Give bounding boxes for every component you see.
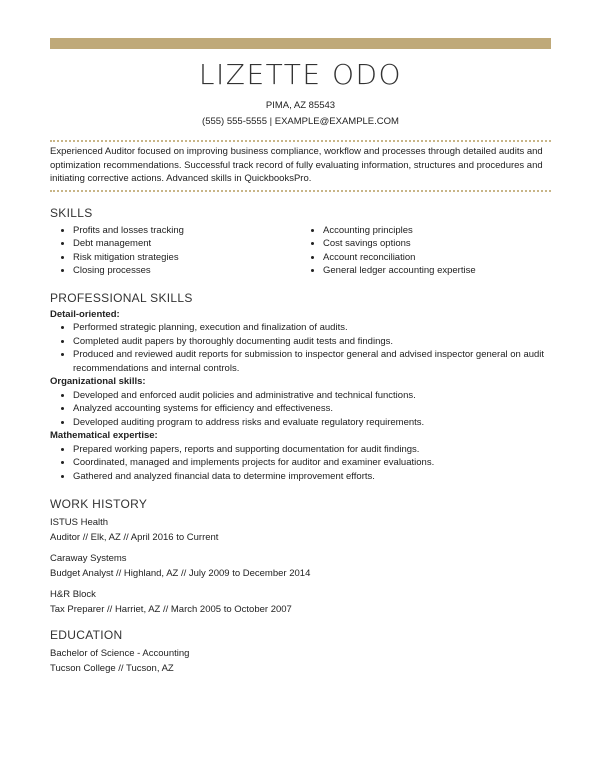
list-item: • Completed audit papers by thoroughly documenting audit tests and findings. — [73, 335, 551, 349]
work-history-title: WORK HISTORY — [50, 497, 148, 511]
list-item: • Developed and enforced audit policies and administrative and technical functions. — [73, 389, 551, 403]
skill-item: • Closing processes — [73, 264, 300, 278]
divider — [50, 140, 551, 142]
skill-item: • Cost savings options — [323, 237, 550, 251]
list-item: • Performed strategic planning, execution and finalization of audits. — [73, 321, 551, 335]
professional-skills-title: PROFESSIONAL SKILLS — [50, 290, 193, 305]
company-name: H&R Block — [50, 589, 96, 600]
skill-item: • General ledger accounting expertise — [323, 264, 550, 278]
work-history-section — [50, 515, 551, 617]
education-entry — [50, 646, 551, 676]
skill-group-heading: Detail-oriented: — [50, 308, 120, 320]
resume-page — [50, 38, 551, 676]
skills-list — [50, 224, 551, 278]
company-name: ISTUS Health — [50, 517, 109, 528]
list-item: • Analyzed accounting systems for efficiency and effectiveness. — [73, 402, 551, 416]
professional-skills-section — [50, 308, 551, 484]
job-entry — [50, 587, 551, 617]
job-details: Tax Preparer // Harriet, AZ // March 2005 to October 2007 — [50, 604, 292, 615]
skill-group-heading: Mathematical expertise: — [50, 430, 158, 441]
company-name: Caraway Systems — [50, 553, 127, 564]
list-item: • Developed auditing program to address risks and evaluate regulatory requirements. — [73, 416, 551, 430]
job-entry — [50, 551, 551, 581]
accent-bar — [50, 38, 551, 49]
skill-item: • Account reconciliation — [323, 251, 550, 265]
education-title: EDUCATION — [50, 628, 123, 642]
skill-item: • Risk mitigation strategies — [73, 251, 300, 265]
skill-group-heading: Organizational skills: — [50, 376, 146, 387]
list-item: • Prepared working papers, reports and supporting documentation for audit findings. — [73, 443, 551, 457]
location: PIMA, AZ 85543 — [265, 100, 336, 111]
skills-title: SKILLS — [50, 205, 93, 220]
list-item: • Produced and reviewed audit reports for submission to inspector general and advised inspector general on audit recommendations and internal controls. — [73, 348, 551, 375]
degree: Bachelor of Science - Accounting — [50, 648, 190, 659]
summary: Experienced Auditor focused on improving business compliance, workflow and processes through detailed audits and optimization recommendations. Successful track record of fully evaluating information, structures and procedures and initiating corrective actions. Advanced skills in QuickbooksPro. — [50, 146, 543, 184]
job-details: Auditor // Elk, AZ // April 2016 to Current — [50, 532, 219, 543]
school: Tucson College // Tucson, AZ — [50, 663, 174, 674]
candidate-name: LIZETTE ODO — [198, 58, 403, 91]
divider — [50, 190, 551, 192]
job-entry — [50, 515, 551, 545]
list-item: • Coordinated, managed and implements projects for auditor and examiner evaluations. — [73, 456, 551, 470]
skill-item: • Accounting principles — [323, 224, 550, 238]
skill-item: • Debt management — [73, 237, 300, 251]
skill-item: • Profits and losses tracking — [73, 224, 300, 238]
list-item: • Gathered and analyzed financial data to determine improvement efforts. — [73, 470, 551, 484]
job-details: Budget Analyst // Highland, AZ // July 2009 to December 2014 — [50, 568, 311, 579]
contact-info: (555) 555-5555 | EXAMPLE@EXAMPLE.COM — [202, 116, 399, 127]
